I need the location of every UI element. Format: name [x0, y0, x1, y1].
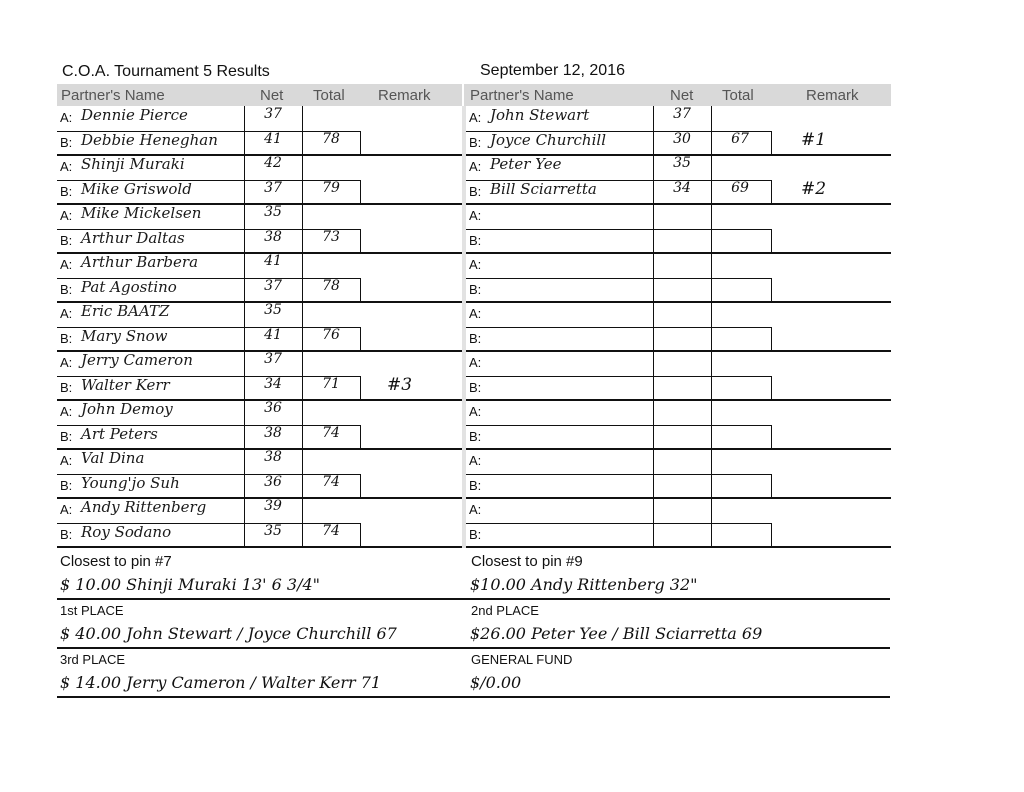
column-rule: [711, 155, 712, 204]
player-name: John Demoy: [81, 400, 173, 418]
table-row: [466, 155, 891, 179]
table-row: [466, 400, 891, 424]
column-rule: [711, 449, 712, 498]
column-rule: [653, 351, 654, 400]
left-results-table: [57, 106, 462, 548]
second-place-label: 2nd PLACE: [471, 603, 539, 618]
column-rule: [302, 351, 303, 400]
player-slot-label: B:: [469, 477, 482, 493]
net-score: 36: [264, 400, 282, 416]
row-divider: [57, 278, 302, 279]
player-slot-label: A:: [60, 306, 73, 321]
column-rule: [360, 180, 361, 205]
player-name: Shinji Muraki: [81, 155, 185, 173]
total-box-edge: [302, 278, 360, 279]
column-rule: [653, 498, 654, 547]
table-row: [57, 106, 462, 130]
net-score: 35: [264, 302, 282, 318]
table-row: [57, 425, 462, 449]
total-score: 69: [731, 179, 749, 196]
net-score: 38: [264, 449, 282, 465]
table-row: [57, 449, 462, 473]
column-rule: [360, 229, 361, 254]
player-slot-label: B:: [469, 330, 482, 346]
first-place-label: 1st PLACE: [60, 603, 124, 618]
total-header: Total: [313, 87, 345, 104]
table-row: [466, 425, 891, 449]
player-slot-label: B:: [469, 183, 482, 199]
column-rule: [771, 523, 772, 548]
table-row: [57, 376, 462, 400]
net-score: 41: [264, 253, 282, 269]
player-name: Arthur Daltas: [81, 228, 185, 247]
column-rule: [302, 449, 303, 498]
pair-divider: [57, 546, 462, 548]
player-name: Bill Sciarretta: [490, 179, 597, 198]
total-box-edge: [302, 229, 360, 230]
third-place-label: 3rd PLACE: [60, 652, 126, 667]
table-row: [57, 253, 462, 277]
player-name: Jerry Cameron: [81, 351, 193, 369]
row-divider: [57, 425, 302, 426]
total-box-edge: [302, 376, 360, 377]
table-row: [466, 302, 891, 326]
column-rule: [302, 498, 303, 547]
total-score: 78: [322, 130, 340, 147]
total-box-edge: [711, 425, 771, 426]
player-name: Arthur Barbera: [81, 253, 199, 271]
player-slot-label: B:: [469, 379, 482, 395]
net-score: 34: [264, 375, 282, 392]
column-rule: [302, 204, 303, 253]
player-name: Val Dina: [81, 449, 145, 467]
column-rule: [360, 327, 361, 352]
net-score: 39: [264, 498, 282, 514]
net-score: 37: [264, 179, 282, 196]
column-rule: [771, 131, 772, 156]
net-header: Net: [670, 87, 694, 104]
row-divider: [57, 474, 302, 475]
player-slot-label: B:: [60, 428, 73, 444]
total-header: Total: [722, 87, 754, 104]
row-divider: [466, 474, 711, 475]
row-divider: [466, 180, 711, 181]
net-score: 37: [673, 106, 691, 122]
player-slot-label: A:: [60, 453, 73, 468]
total-box-edge: [711, 327, 771, 328]
table-row: [466, 449, 891, 473]
first-place-value: $ 40.00 John Stewart / Joyce Churchill 67: [60, 624, 397, 643]
player-slot-label: B:: [60, 134, 73, 150]
player-slot-label: B:: [469, 526, 482, 542]
row-divider: [466, 523, 711, 524]
closest-pin-7-value: $ 10.00 Shinji Muraki 13' 6 3/4": [60, 575, 320, 594]
total-score: 73: [322, 228, 340, 245]
table-row: [57, 180, 462, 204]
net-score: 38: [264, 228, 282, 245]
column-rule: [771, 425, 772, 450]
player-slot-label: A:: [469, 453, 482, 468]
player-name: Peter Yee: [490, 155, 562, 173]
total-box-edge: [711, 229, 771, 230]
table-row: [57, 400, 462, 424]
row-divider: [466, 376, 711, 377]
pair-divider: [466, 546, 891, 548]
column-rule: [653, 253, 654, 302]
net-score: 37: [264, 351, 282, 367]
table-row: [57, 351, 462, 375]
player-slot-label: A:: [60, 159, 73, 174]
total-score: 67: [731, 130, 749, 147]
general-fund-label: GENERAL FUND: [471, 652, 573, 667]
table-row: [466, 278, 891, 302]
table-row: [466, 253, 891, 277]
net-score: 30: [673, 130, 691, 147]
second-place-value: $26.00 Peter Yee / Bill Sciarretta 69: [470, 624, 763, 643]
player-slot-label: A:: [469, 355, 482, 370]
total-box-edge: [302, 425, 360, 426]
column-rule: [771, 180, 772, 205]
player-slot-label: A:: [60, 208, 73, 223]
column-rule: [244, 449, 245, 498]
row-divider: [57, 229, 302, 230]
column-rule: [653, 204, 654, 253]
player-slot-label: B:: [60, 232, 73, 248]
closest-pin-7-label: Closest to pin #7: [60, 553, 172, 570]
player-name: Mike Griswold: [81, 179, 192, 198]
table-row: [57, 327, 462, 351]
column-rule: [244, 351, 245, 400]
player-slot-label: A:: [469, 159, 482, 174]
column-rule: [244, 253, 245, 302]
player-name: Pat Agostino: [81, 277, 177, 296]
column-rule: [244, 106, 245, 155]
column-rule: [653, 106, 654, 155]
column-rule: [711, 498, 712, 547]
total-box-edge: [711, 278, 771, 279]
player-slot-label: A:: [469, 110, 482, 125]
table-row: [466, 204, 891, 228]
column-rule: [360, 523, 361, 548]
row-divider: [57, 180, 302, 181]
general-fund-value: $/0.00: [470, 673, 522, 692]
player-slot-label: A:: [60, 110, 73, 125]
column-rule: [653, 449, 654, 498]
column-rule: [244, 204, 245, 253]
prize-divider: [57, 598, 890, 600]
player-slot-label: B:: [469, 281, 482, 297]
prize-divider: [57, 696, 890, 698]
row-divider: [466, 278, 711, 279]
column-rule: [771, 376, 772, 401]
column-rule: [653, 302, 654, 351]
column-rule: [360, 376, 361, 401]
row-divider: [466, 131, 711, 132]
player-name: Art Peters: [81, 424, 158, 443]
table-row: [466, 180, 891, 204]
player-name: Andy Rittenberg: [81, 498, 207, 516]
player-name: Mike Mickelsen: [81, 204, 202, 222]
player-name: John Stewart: [490, 106, 590, 124]
player-slot-label: B:: [469, 232, 482, 248]
closest-pin-9-value: $10.00 Andy Rittenberg 32": [470, 575, 698, 594]
table-row: [57, 498, 462, 522]
total-box-edge: [302, 327, 360, 328]
table-row: [466, 106, 891, 130]
partner-name-header: Partner's Name: [470, 87, 574, 104]
table-row: [57, 131, 462, 155]
column-rule: [302, 155, 303, 204]
remark-text: #3: [387, 374, 413, 395]
column-rule: [302, 253, 303, 302]
column-rule: [360, 131, 361, 156]
player-name: Eric BAATZ: [81, 302, 170, 320]
column-rule: [302, 400, 303, 449]
table-row: [466, 351, 891, 375]
total-score: 76: [322, 326, 340, 343]
total-box-edge: [302, 180, 360, 181]
column-rule: [711, 302, 712, 351]
row-divider: [466, 327, 711, 328]
third-place-value: $ 14.00 Jerry Cameron / Walter Kerr 71: [60, 673, 382, 692]
player-slot-label: B:: [60, 183, 73, 199]
remark-text: #2: [801, 178, 827, 199]
player-slot-label: A:: [469, 502, 482, 517]
net-score: 37: [264, 106, 282, 122]
player-slot-label: B:: [60, 330, 73, 346]
table-row: [466, 523, 891, 547]
net-score: 41: [264, 326, 282, 343]
column-rule: [653, 155, 654, 204]
net-score: 35: [264, 522, 282, 539]
total-score: 74: [322, 473, 340, 490]
table-row: [466, 474, 891, 498]
column-rule: [653, 400, 654, 449]
player-slot-label: B:: [469, 428, 482, 444]
column-rule: [771, 327, 772, 352]
column-rule: [711, 204, 712, 253]
column-rule: [711, 106, 712, 155]
table-row: [466, 376, 891, 400]
right-results-table: [466, 106, 891, 548]
player-slot-label: A:: [469, 404, 482, 419]
player-name: Young'jo Suh: [81, 473, 180, 492]
document-title: C.O.A. Tournament 5 Results: [62, 63, 270, 80]
player-slot-label: A:: [469, 257, 482, 272]
player-slot-label: A:: [469, 208, 482, 223]
player-slot-label: A:: [60, 355, 73, 370]
player-slot-label: A:: [469, 306, 482, 321]
player-slot-label: B:: [60, 526, 73, 542]
total-box-edge: [711, 376, 771, 377]
net-score: 38: [264, 424, 282, 441]
table-row: [57, 523, 462, 547]
table-row: [57, 474, 462, 498]
player-slot-label: A:: [60, 502, 73, 517]
table-row: [57, 155, 462, 179]
table-row: [466, 327, 891, 351]
table-row: [466, 229, 891, 253]
total-box-edge: [711, 180, 771, 181]
row-divider: [57, 327, 302, 328]
partner-name-header: Partner's Name: [61, 87, 165, 104]
total-score: 74: [322, 522, 340, 539]
right-column-header: [464, 84, 891, 106]
player-slot-label: A:: [60, 404, 73, 419]
total-box-edge: [711, 474, 771, 475]
row-divider: [57, 523, 302, 524]
total-box-edge: [302, 131, 360, 132]
player-slot-label: B:: [469, 134, 482, 150]
document-date: September 12, 2016: [480, 62, 625, 79]
column-rule: [771, 474, 772, 499]
column-rule: [360, 474, 361, 499]
table-row: [57, 302, 462, 326]
column-rule: [244, 498, 245, 547]
column-rule: [244, 400, 245, 449]
column-rule: [711, 253, 712, 302]
column-rule: [360, 278, 361, 303]
column-rule: [302, 302, 303, 351]
remark-text: #1: [801, 129, 827, 150]
player-name: Debbie Heneghan: [81, 130, 218, 149]
player-name: Roy Sodano: [81, 522, 172, 541]
player-name: Walter Kerr: [81, 375, 170, 394]
closest-pin-9-label: Closest to pin #9: [471, 553, 583, 570]
remark-header: Remark: [378, 87, 431, 104]
net-score: 35: [673, 155, 691, 171]
net-score: 34: [673, 179, 691, 196]
column-rule: [302, 106, 303, 155]
left-column-header: [57, 84, 462, 106]
net-score: 37: [264, 277, 282, 294]
table-row: [57, 229, 462, 253]
row-divider: [57, 131, 302, 132]
player-name: Mary Snow: [81, 326, 168, 345]
player-slot-label: B:: [60, 281, 73, 297]
net-header: Net: [260, 87, 284, 104]
table-row: [57, 204, 462, 228]
net-score: 41: [264, 130, 282, 147]
player-name: Joyce Churchill: [490, 130, 606, 149]
column-rule: [244, 155, 245, 204]
table-row: [466, 131, 891, 155]
player-slot-label: B:: [60, 477, 73, 493]
net-score: 36: [264, 473, 282, 490]
player-slot-label: A:: [60, 257, 73, 272]
total-score: 78: [322, 277, 340, 294]
net-score: 35: [264, 204, 282, 220]
total-box-edge: [711, 131, 771, 132]
column-rule: [711, 351, 712, 400]
total-box-edge: [302, 523, 360, 524]
total-score: 71: [322, 375, 340, 392]
total-box-edge: [302, 474, 360, 475]
total-score: 79: [322, 179, 340, 196]
column-rule: [711, 400, 712, 449]
row-divider: [466, 425, 711, 426]
column-rule: [771, 229, 772, 254]
column-rule: [360, 425, 361, 450]
table-row: [57, 278, 462, 302]
net-score: 42: [264, 155, 282, 171]
column-rule: [771, 278, 772, 303]
total-score: 74: [322, 424, 340, 441]
table-row: [466, 498, 891, 522]
prize-divider: [57, 647, 890, 649]
row-divider: [57, 376, 302, 377]
remark-header: Remark: [806, 87, 859, 104]
player-slot-label: B:: [60, 379, 73, 395]
row-divider: [466, 229, 711, 230]
player-name: Dennie Pierce: [81, 106, 188, 124]
column-rule: [244, 302, 245, 351]
total-box-edge: [711, 523, 771, 524]
